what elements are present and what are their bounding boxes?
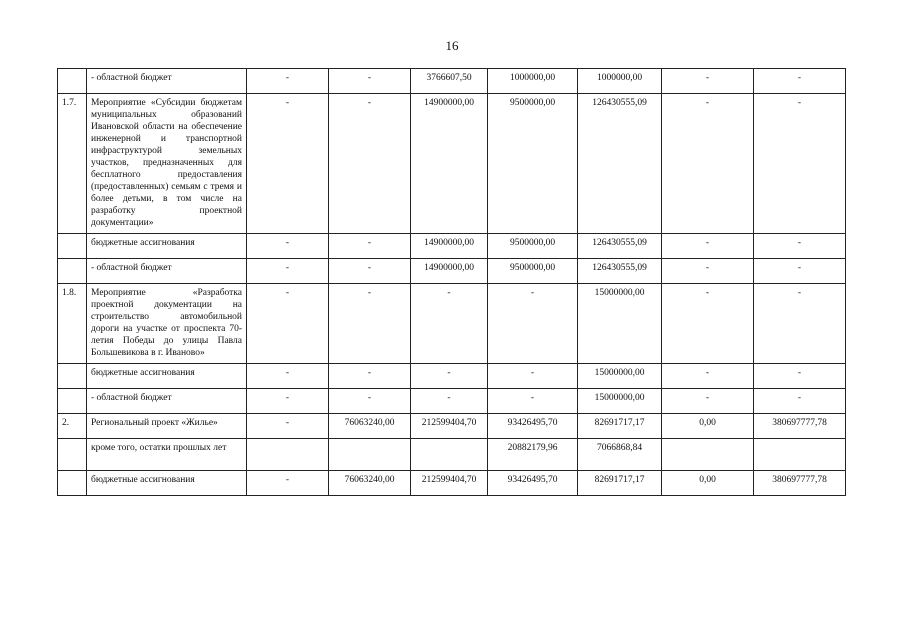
cell-value: 1000000,00 (488, 69, 578, 94)
cell-value: - (411, 364, 488, 389)
cell-value: 76063240,00 (329, 471, 411, 496)
cell-value: 380697777,78 (754, 471, 846, 496)
cell-value: - (247, 69, 329, 94)
cell-value: - (662, 94, 754, 234)
cell-value (411, 439, 488, 471)
cell-value: - (247, 471, 329, 496)
row-code (58, 389, 87, 414)
cell-value: - (754, 234, 846, 259)
cell-value: - (754, 94, 846, 234)
cell-value: 93426495,70 (488, 414, 578, 439)
cell-value: 380697777,78 (754, 414, 846, 439)
cell-value: 7066868,84 (578, 439, 662, 471)
row-code: 1.7. (58, 94, 87, 234)
cell-value: 126430555,09 (578, 234, 662, 259)
row-description: - областной бюджет (87, 389, 247, 414)
cell-value: - (488, 389, 578, 414)
cell-value: 15000000,00 (578, 364, 662, 389)
cell-value: 14900000,00 (411, 234, 488, 259)
cell-value: - (662, 284, 754, 364)
table-row (58, 69, 846, 94)
row-description: Региональный проект «Жилье» (87, 414, 247, 439)
cell-value: - (488, 284, 578, 364)
page-number: 16 (445, 38, 459, 53)
cell-value: 0,00 (662, 414, 754, 439)
table-row (58, 439, 846, 471)
cell-value: - (247, 259, 329, 284)
table-row (58, 234, 846, 259)
cell-value: 126430555,09 (578, 259, 662, 284)
budget-table (57, 68, 846, 496)
cell-value (247, 439, 329, 471)
cell-value: - (662, 69, 754, 94)
cell-value: 15000000,00 (578, 389, 662, 414)
table-row (58, 259, 846, 284)
row-code (58, 364, 87, 389)
cell-value: 82691717,17 (578, 414, 662, 439)
row-description: - областной бюджет (87, 259, 247, 284)
cell-value: - (247, 414, 329, 439)
row-code (58, 234, 87, 259)
cell-value (754, 439, 846, 471)
row-description: бюджетные ассигнования (87, 471, 247, 496)
row-code: 2. (58, 414, 87, 439)
row-description: кроме того, остатки прошлых лет (87, 439, 247, 471)
cell-value: - (247, 234, 329, 259)
cell-value: 3766607,50 (411, 69, 488, 94)
cell-value: 0,00 (662, 471, 754, 496)
cell-value: 212599404,70 (411, 414, 488, 439)
row-code (58, 259, 87, 284)
cell-value: 20882179,96 (488, 439, 578, 471)
cell-value: - (329, 94, 411, 234)
cell-value: - (754, 364, 846, 389)
row-code: 1.8. (58, 284, 87, 364)
cell-value: 212599404,70 (411, 471, 488, 496)
cell-value: - (754, 259, 846, 284)
cell-value: - (662, 259, 754, 284)
cell-value: - (488, 364, 578, 389)
cell-value: 93426495,70 (488, 471, 578, 496)
table-row (58, 94, 846, 234)
cell-value: - (247, 284, 329, 364)
cell-value: 14900000,00 (411, 259, 488, 284)
cell-value: - (329, 364, 411, 389)
table-row (58, 471, 846, 496)
cell-value: - (662, 234, 754, 259)
cell-value: 1000000,00 (578, 69, 662, 94)
cell-value: 9500000,00 (488, 94, 578, 234)
cell-value: - (754, 284, 846, 364)
table-row (58, 284, 846, 364)
row-description: Мероприятие «Разработка проектной документации на строительство автомобильной дороги на участке от проспекта 70-летия Победы до улицы Павла Большевикова в г. Иваново» (87, 284, 247, 364)
cell-value: - (329, 259, 411, 284)
table-row (58, 389, 846, 414)
row-description: Мероприятие «Субсидии бюджетам муниципальных образований Ивановской области на обеспечение инженерной и транспортной инфраструктурой земельных участков, предназначенных для бесплатного предоставления (предоставленных) семьям с тремя и более детьми, в том числе на разработку проектной документации» (87, 94, 247, 234)
cell-value: 15000000,00 (578, 284, 662, 364)
cell-value: - (662, 364, 754, 389)
cell-value: - (754, 389, 846, 414)
cell-value: - (329, 234, 411, 259)
row-code (58, 69, 87, 94)
row-description: бюджетные ассигнования (87, 234, 247, 259)
cell-value: - (247, 389, 329, 414)
table-row (58, 364, 846, 389)
cell-value: - (754, 69, 846, 94)
cell-value: - (247, 94, 329, 234)
row-code (58, 471, 87, 496)
cell-value: - (329, 389, 411, 414)
cell-value: 76063240,00 (329, 414, 411, 439)
row-description: - областной бюджет (87, 69, 247, 94)
cell-value: 126430555,09 (578, 94, 662, 234)
cell-value: 14900000,00 (411, 94, 488, 234)
row-description: бюджетные ассигнования (87, 364, 247, 389)
cell-value (329, 439, 411, 471)
cell-value: - (411, 284, 488, 364)
cell-value: 9500000,00 (488, 259, 578, 284)
cell-value: - (247, 364, 329, 389)
cell-value: - (411, 389, 488, 414)
cell-value: 82691717,17 (578, 471, 662, 496)
cell-value: - (662, 389, 754, 414)
row-code (58, 439, 87, 471)
cell-value (662, 439, 754, 471)
table-row (58, 414, 846, 439)
cell-value: - (329, 69, 411, 94)
cell-value: - (329, 284, 411, 364)
cell-value: 9500000,00 (488, 234, 578, 259)
